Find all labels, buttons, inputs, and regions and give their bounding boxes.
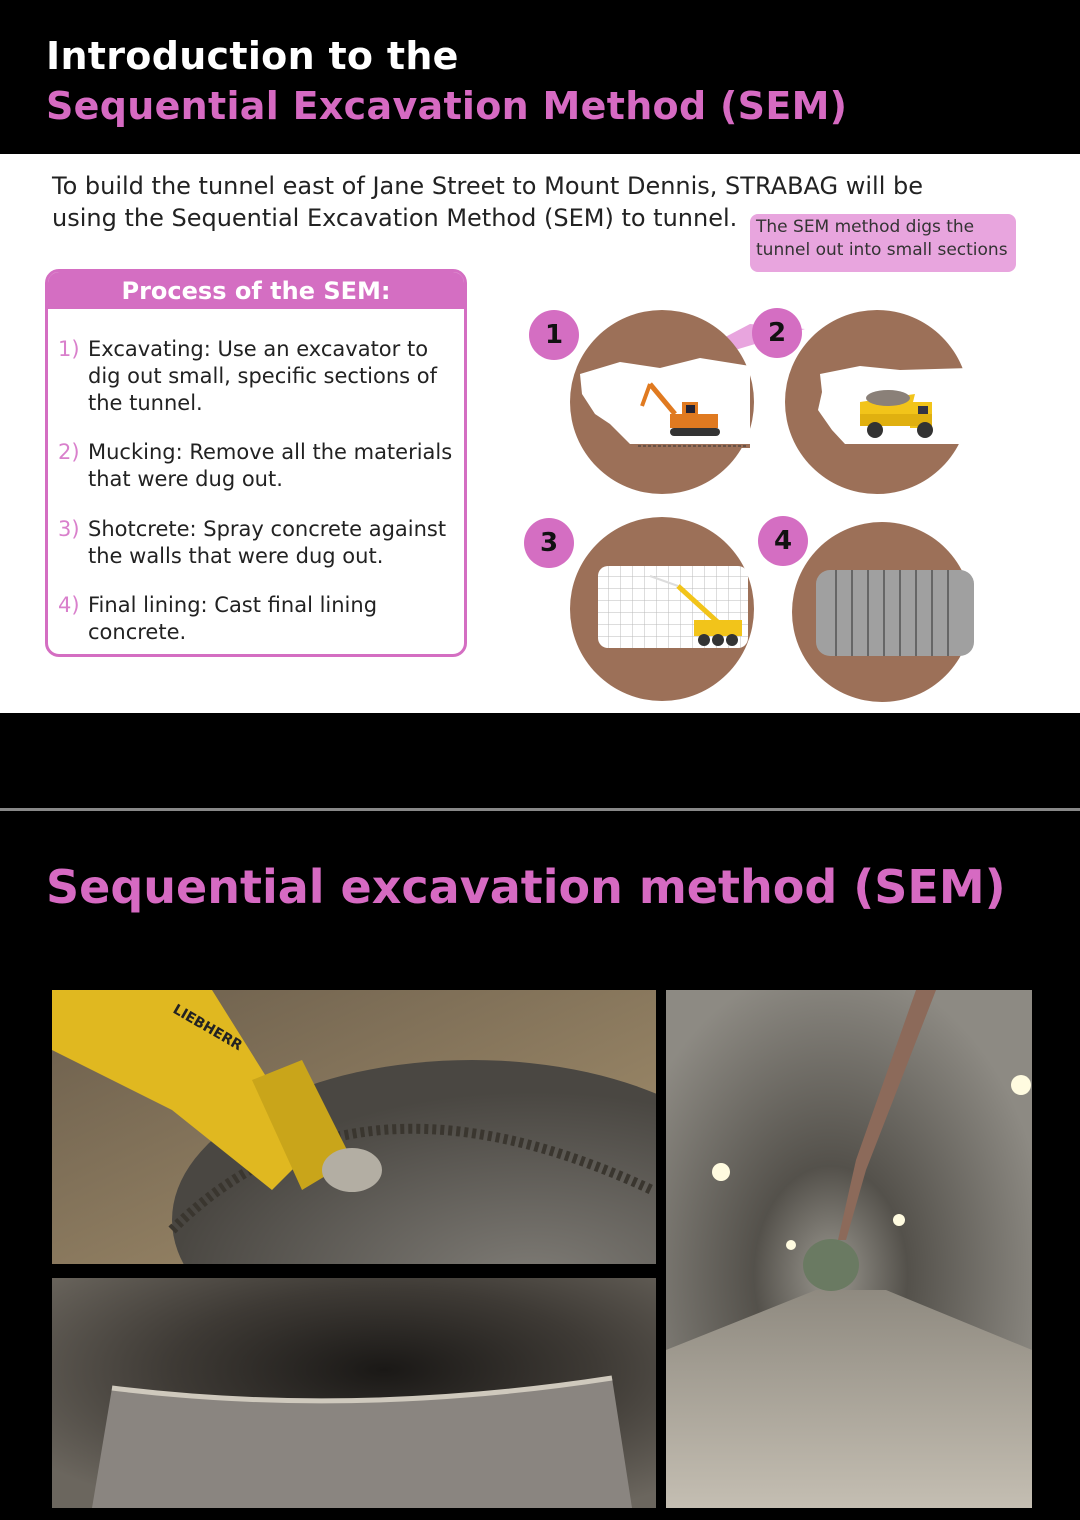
photos-section-title: Sequential excavation method (SEM) (46, 860, 1006, 914)
photo-tunnel-face (52, 1278, 656, 1508)
step-text: Shotcrete: Spray concrete against the walls that were dug out. (88, 517, 447, 568)
liebherr-lettering: LIEBHERR (170, 1001, 245, 1055)
step-number: 4) (58, 593, 80, 617)
callout-bubble: The SEM method digs the tunnel out into small sections (750, 214, 1016, 272)
step-badge-3: 3 (524, 518, 574, 568)
tunnel-step-1-illustration (570, 310, 754, 494)
step-badge-4: 4 (758, 516, 808, 566)
process-box (45, 269, 467, 657)
tunnel-step-4-illustration (792, 522, 974, 702)
page-header (0, 0, 1080, 154)
section-divider (0, 808, 1080, 811)
step-badge-2: 2 (752, 308, 802, 358)
step-text: Mucking: Remove all the materials that were dug out. (88, 440, 453, 491)
step-number: 3) (58, 517, 80, 541)
step-number: 1) (58, 337, 80, 361)
tunnel-step-3-illustration (570, 517, 754, 701)
step-number: 2) (58, 440, 80, 464)
process-title: Process of the SEM: (48, 272, 464, 309)
photo-excavator-arm (52, 990, 656, 1264)
step-text: Final lining: Cast final lining concrete. (88, 593, 378, 644)
tunnel-step-2-illustration (785, 310, 970, 494)
header-title-line1: Introduction to the (46, 34, 459, 78)
step-text: Excavating: Use an excavator to dig out small, specific sections of the tunnel. (88, 337, 438, 415)
step-badge-1: 1 (529, 310, 579, 360)
photo-long-tunnel (666, 990, 1032, 1508)
intro-panel (0, 154, 1080, 713)
header-title-line2: Sequential Excavation Method (SEM) (46, 84, 848, 128)
intro-text: To build the tunnel east of Jane Street to Mount Dennis, STRABAG will be using the Sequential Excavation Method (SEM) to tunnel. (52, 172, 924, 232)
